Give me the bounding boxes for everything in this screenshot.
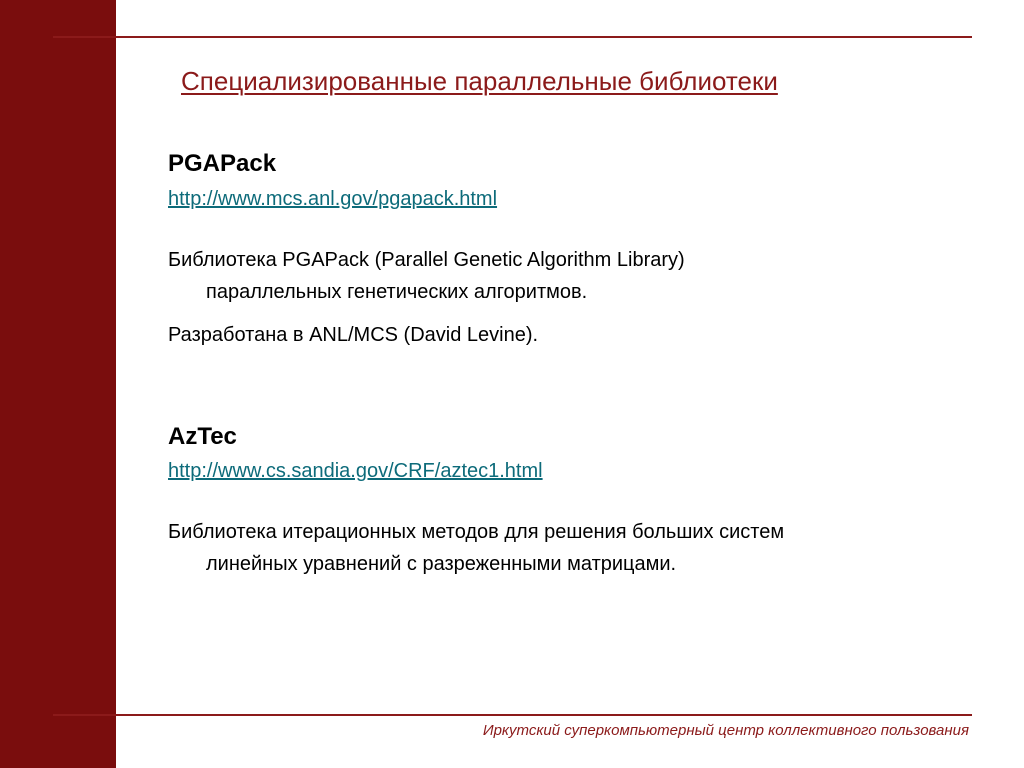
section-heading-aztec: AzTec <box>168 423 237 450</box>
top-divider <box>53 36 972 38</box>
pgapack-description <box>168 244 968 308</box>
pgapack-description-line1: Библиотека PGAPack (Parallel Genetic Algorithm Library) <box>168 249 685 271</box>
slide-title: Специализированные параллельные библиотеки <box>181 66 778 96</box>
pgapack-description-line2: параллельных генетических алгоритмов. <box>206 281 588 303</box>
pgapack-developer: Разработана в ANL/MCS (David Levine). <box>168 324 539 346</box>
aztec-link[interactable]: http://www.cs.sandia.gov/CRF/aztec1.html <box>168 460 543 482</box>
pgapack-link[interactable]: http://www.mcs.anl.gov/pgapack.html <box>168 188 498 210</box>
sidebar-decoration <box>0 0 116 768</box>
aztec-description-line1: Библиотека итерационных методов для решения больших систем <box>168 521 785 543</box>
footer-text: Иркутский суперкомпьютерный центр коллективного пользования <box>482 722 969 739</box>
aztec-description-line2: линейных уравнений с разреженными матрицами. <box>206 553 677 575</box>
section-heading-pgapack: PGAPack <box>168 150 277 177</box>
bottom-divider <box>53 714 972 716</box>
aztec-description <box>168 516 968 580</box>
